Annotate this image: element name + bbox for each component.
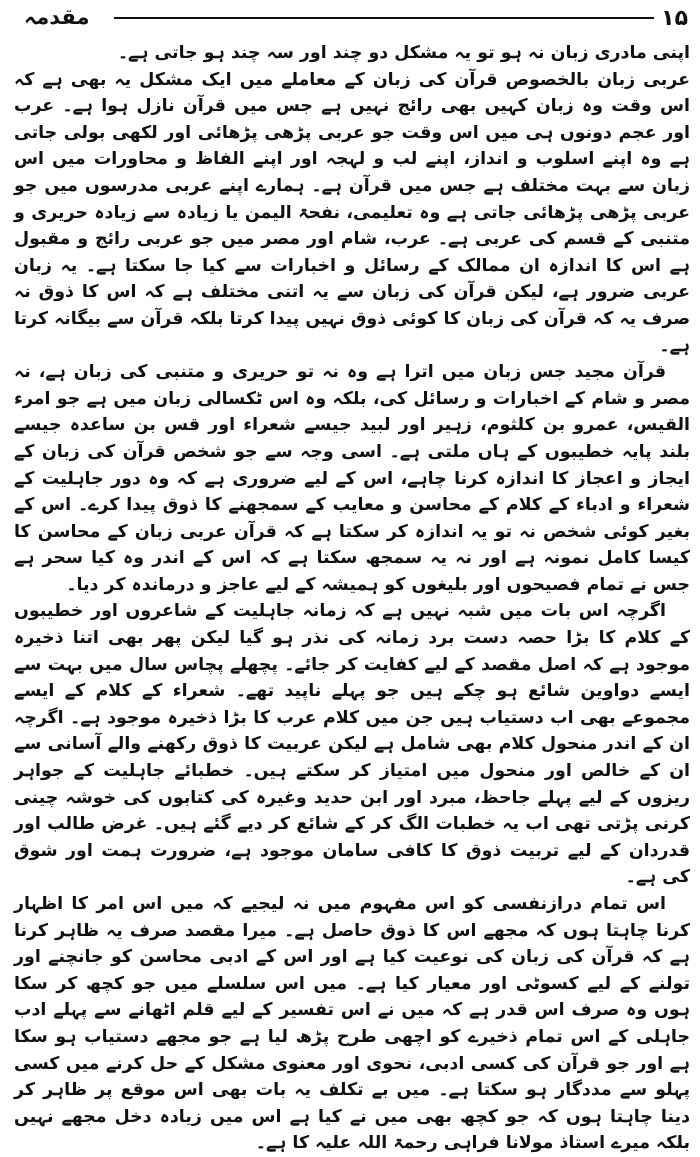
paragraph: اگرچہ اس بات میں شبہ نہیں ہے کہ زمانہ جاہلیت کے شاعروں اور خطیبوں کے کلام کا بڑا حصہ دست برد زمانہ کی نذر ہو گیا لیکن پھر بھی اتنا ذخیرہ موجود ہے کہ اصل مقصد کے لیے کفایت کر جائے۔ پچھلے پچاس سال میں بہت سے ایسے دواوین شائع ہو چکے ہیں جو پہلے ناپید تھے۔ شعراء کے کلام کے ایسے مجموعے بھی اب دستیاب ہیں جن میں کلام عرب کا بڑا ذخیرہ موجود ہے۔ اگرچہ ان کے اندر منحول کلام بھی شامل ہے لیکن عربیت کا ذوق رکھنے والے آسانی سے ان کے خالص اور منحول میں امتیاز کر سکتے ہیں۔ خطبائے جاہلیت کے جواہر ریزوں کے لیے پہلے جاحظ، مبرد اور ابن حدید وغیرہ کی کتابوں کی خوشہ چینی کرنی پڑتی تھی اب یہ خطبات الگ کر کے شائع کر دیے گئے ہیں۔ غرض طالب اور قدردان کے لیے تربیت ذوق کا کافی سامان موجود ہے، ضرورت ہمت اور شوق کی ہے۔ <box>14 601 690 888</box>
paragraph: عربی زبان بالخصوص قرآن کی زبان کے معاملے میں ایک مشکل یہ بھی ہے کہ اس وقت وہ زبان کہیں بھی رائج نہیں ہے جس میں قرآن نازل ہوا ہے۔ عرب اور عجم دونوں ہی میں اس وقت جو عربی پڑھی پڑھائی اور لکھی بولی جاتی ہے وہ اپنے اسلوب و انداز، اپنے لب و لہجہ اور اپنے الفاظ و محاورات میں اس زبان سے بہت مختلف ہے جس میں قرآن ہے۔ ہمارے اپنے عربی مدرسوں میں جو عربی پڑھی پڑھائی جاتی ہے وہ تعلیمی، نفحۃ الیمن یا زیادہ سے زیادہ حریری و متنبی کے قسم کی عربی ہے۔ عرب، شام اور مصر میں جو عربی رائج و مقبول ہے اس کا اندازہ ان ممالک کے رسائل و اخبارات سے کیا جا سکتا ہے۔ یہ زبان عربی ضرور ہے، لیکن قرآن کی زبان سے یہ اتنی مختلف ہے کہ اس کا ذوق نہ صرف یہ کہ قرآن کی زبان کا کوئی ذوق نہیں پیدا کرتا بلکہ قرآن سے بیگانہ کرتا ہے۔ <box>14 69 690 356</box>
paragraph: اس تمام درازنفسی کو اس مفہوم میں نہ لیجیے کہ میں اس امر کا اظہار کرنا چاہتا ہوں کہ مجھے اس کا ذوق حاصل ہے۔ میرا مقصد صرف یہ ظاہر کرنا ہے کہ قرآن کی زبان کی نوعیت کیا ہے اور اس کے ادبی محاسن کو جانچنے اور تولنے کے لیے کسوٹی اور معیار کیا ہے۔ میں اس سلسلے میں جو کچھ کر سکا ہوں وہ صرف اس قدر ہے کہ میں نے اس تفسیر کے لیے قلم اٹھانے سے پہلے ادب جاہلی کے اس تمام ذخیرے کو اچھی طرح پڑھ لیا ہے جو مجھے دستیاب ہو سکا ہے اور جو قرآن کی کسی ادبی، نحوی اور معنوی مشکل کے حل کرنے میں کسی پہلو سے مددگار ہو سکتا ہے۔ میں بے تکلف یہ بات بھی اس موقع پر ظاہر کر دینا چاہتا ہوں کہ جو کچھ بھی میں نے کیا ہے اس میں زیادہ دخل مجھے نہیں بلکہ میرے استاذ مولانا فراہی رحمۃ اللہ علیہ کا ہے۔ <box>14 894 690 1154</box>
paragraph: اپنی مادری زبان نہ ہو تو یہ مشکل دو چند اور سہ چند ہو جاتی ہے۔ <box>117 43 690 63</box>
body-text <box>14 40 690 1154</box>
page-number: ۱۵ <box>661 6 688 31</box>
page-header <box>14 4 690 34</box>
header-rule <box>114 17 654 19</box>
paragraph: قرآن مجید جس زبان میں اترا ہے وہ نہ تو حریری و متنبی کی زبان ہے، نہ مصر و شام کے اخبارات و رسائل کی، بلکہ وہ اس ٹکسالی زبان میں ہے جو امرء القیس، عمرو بن کلثوم، زہیر اور لبید جیسے شعراء اور قس بن ساعدہ جیسے بلند پایہ خطیبوں کے ہاں ملتی ہے۔ اسی وجہ سے جو شخص قرآن کی زبان کے ایجاز و اعجاز کا اندازہ کرنا چاہے، اس کے لیے ضروری ہے کہ وہ دور جاہلیت کے شعراء و ادباء کے کلام کے محاسن و معایب کے سمجھنے کا ذوق پیدا کرے۔ اس کے بغیر کوئی شخص نہ تو یہ اندازہ کر سکتا ہے کہ قرآن عربی زبان کے محاسن کا کیسا کامل نمونہ ہے اور نہ یہ سمجھ سکتا ہے کہ اس کے اندر وہ کیا سحر ہے جس نے تمام فصیحوں اور بلیغوں کو ہمیشہ کے لیے عاجز و درماندہ کر دیا۔ <box>14 362 690 595</box>
running-title: مقدمہ <box>24 5 90 29</box>
